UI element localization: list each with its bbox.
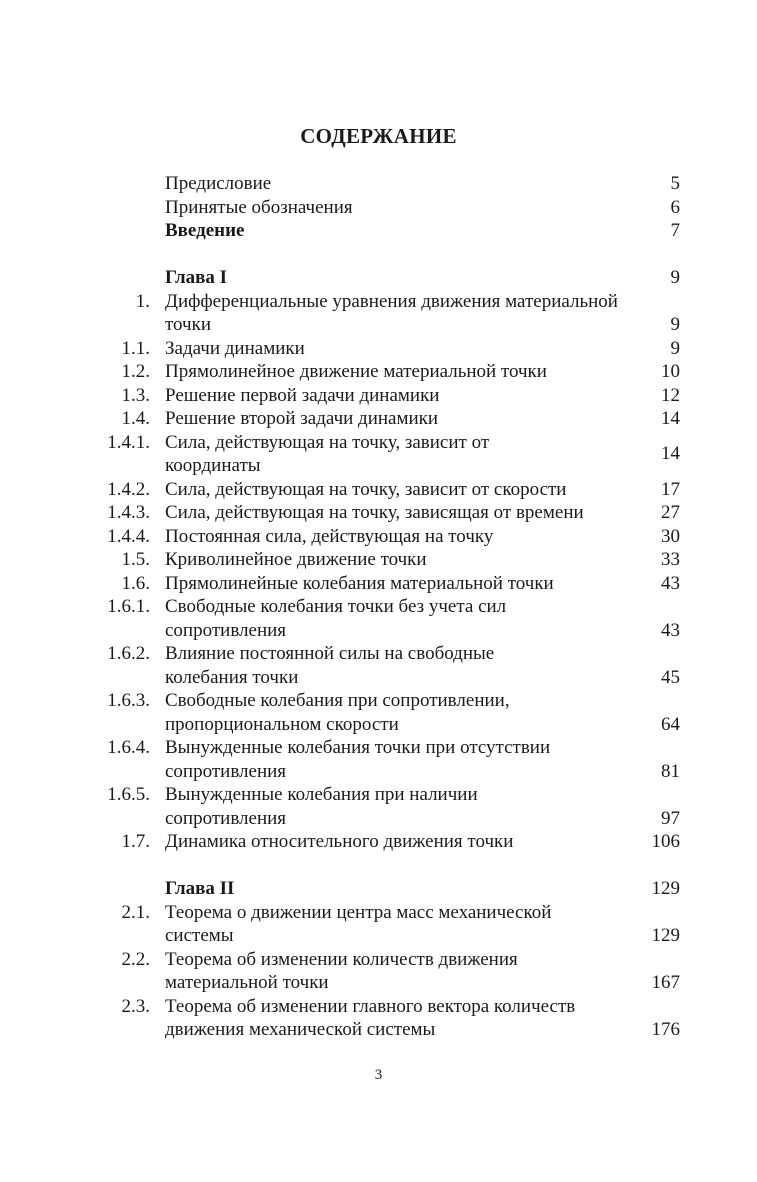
toc-entry-page: 129 (651, 925, 680, 946)
toc-entry-number: 1. (135, 290, 150, 312)
toc-entry-number: 1.1. (121, 337, 150, 359)
toc-entry-page: 64 (661, 713, 680, 735)
toc-entry-page: 43 (661, 619, 680, 641)
toc-entry-page: 129 (651, 878, 680, 899)
toc-entry-page: 33 (661, 549, 680, 570)
toc-entry (0, 783, 757, 830)
page-title: СОДЕРЖАНИЕ (300, 124, 457, 148)
toc-entry-text: Вынужденные колебания при наличии сопротивления (165, 784, 478, 829)
toc-entry-text: Сила, действующая на точку, зависящая от времени (165, 502, 584, 523)
toc-entry-number: 1.6.5. (107, 784, 150, 805)
toc-entry-text: Вынужденные колебания точки при отсутствии сопротивления (165, 737, 551, 782)
toc-entry-page: 6 (670, 196, 680, 218)
toc-entry-text: Влияние постоянной силы на свободные колебания точки (165, 643, 495, 688)
toc-entry (0, 642, 757, 689)
toc-entry-number: 1.6.2. (107, 643, 150, 664)
toc-entry-text: Глава I (165, 267, 228, 288)
toc-entry (0, 689, 757, 736)
toc-entry-text: Дифференциальные уравнения движения материальной точки (165, 290, 618, 335)
toc-entry-number: 1.6.1. (107, 596, 150, 617)
toc-entry-text: Задачи динамики (165, 337, 305, 359)
toc-entry-page: 106 (651, 831, 680, 852)
toc-entry-text: Теорема о движении центра масс механической системы (165, 901, 552, 946)
toc-entry-number: 1.4.4. (107, 525, 150, 547)
toc-entry-text: Свободные колебания точки без учета сил сопротивления (165, 596, 507, 641)
toc-entry-number: 2.1. (121, 901, 150, 923)
toc-entry-page: 12 (661, 384, 680, 406)
toc-entry-number: 1.4. (121, 408, 150, 429)
toc-entry-text: Сила, действующая на точку, зависит от скорости (165, 478, 567, 500)
toc-entry (0, 290, 757, 337)
toc-entry-number: 1.6. (121, 572, 150, 594)
toc-entry-page: 97 (661, 807, 680, 829)
toc-entry-page: 43 (661, 572, 680, 594)
toc-entry-number: 1.6.4. (107, 737, 150, 758)
toc-entry-text: Решение второй задачи динамики (165, 408, 439, 429)
toc-entry-page: 9 (670, 314, 680, 335)
toc-entry-page: 9 (670, 267, 680, 288)
toc-entry-text: Принятые обозначения (165, 196, 353, 218)
toc-entry-text: Прямолинейные колебания материальной точки (165, 572, 554, 594)
toc-entry-page: 7 (670, 220, 680, 241)
toc-entry-text: Постоянная сила, действующая на точку (165, 525, 494, 547)
toc-entry-text: Динамика относительного движения точки (165, 831, 514, 852)
toc-entry-page: 14 (661, 408, 680, 429)
toc-entry-text: Решение первой задачи динамики (165, 384, 440, 406)
toc-entry (0, 736, 757, 783)
toc-entry-page: 14 (661, 443, 680, 465)
toc-entry-text: Предисловие (165, 173, 272, 194)
toc-entry-page: 10 (661, 361, 680, 382)
toc-entry-number: 1.3. (121, 384, 150, 406)
toc-entry-page: 167 (651, 972, 680, 993)
toc-entry-page: 9 (670, 337, 680, 359)
toc-entry-number: 1.6.3. (107, 690, 150, 711)
toc-entry-text: Сила, действующая на точку, зависит от координаты (165, 431, 490, 476)
toc-entry (0, 948, 757, 995)
toc-entry-text: Теорема об изменении главного вектора количеств движения механической системы (165, 995, 576, 1040)
toc-entry-number: 1.4.1. (107, 431, 150, 453)
toc-entry-text: Свободные колебания при сопротивлении, пропорциональном скорости (165, 690, 510, 735)
toc-entry-number: 1.5. (121, 549, 150, 570)
toc-entry-number: 1.7. (121, 831, 150, 852)
toc-entry (0, 431, 757, 478)
toc-entry-text: Прямолинейное движение материальной точки (165, 361, 547, 382)
toc-entry-page: 45 (661, 666, 680, 688)
toc-entry-text: Введение (165, 220, 245, 241)
toc-entry-page: 5 (670, 173, 680, 194)
toc-entry (0, 595, 757, 642)
toc-entry-page: 30 (661, 525, 680, 547)
toc-entry-page: 176 (651, 1019, 680, 1040)
toc-entry-number: 1.4.2. (107, 478, 150, 500)
toc-entry (0, 995, 757, 1042)
page-number: 3 (374, 1067, 383, 1083)
toc-entry-text: Глава II (165, 878, 235, 899)
toc-entry-page: 27 (661, 502, 680, 523)
toc-entry-number: 2.3. (121, 995, 150, 1017)
toc-entry-number: 1.4.3. (107, 502, 150, 523)
toc-entry-number: 2.2. (121, 948, 150, 970)
toc-entry-page: 81 (661, 760, 680, 782)
toc-entry-number: 1.2. (121, 361, 150, 382)
toc-entry (0, 901, 757, 948)
toc-entry-page: 17 (661, 478, 680, 500)
toc-entry-text: Криволинейное движение точки (165, 549, 427, 570)
toc-entry-text: Теорема об изменении количеств движения материальной точки (165, 948, 518, 993)
